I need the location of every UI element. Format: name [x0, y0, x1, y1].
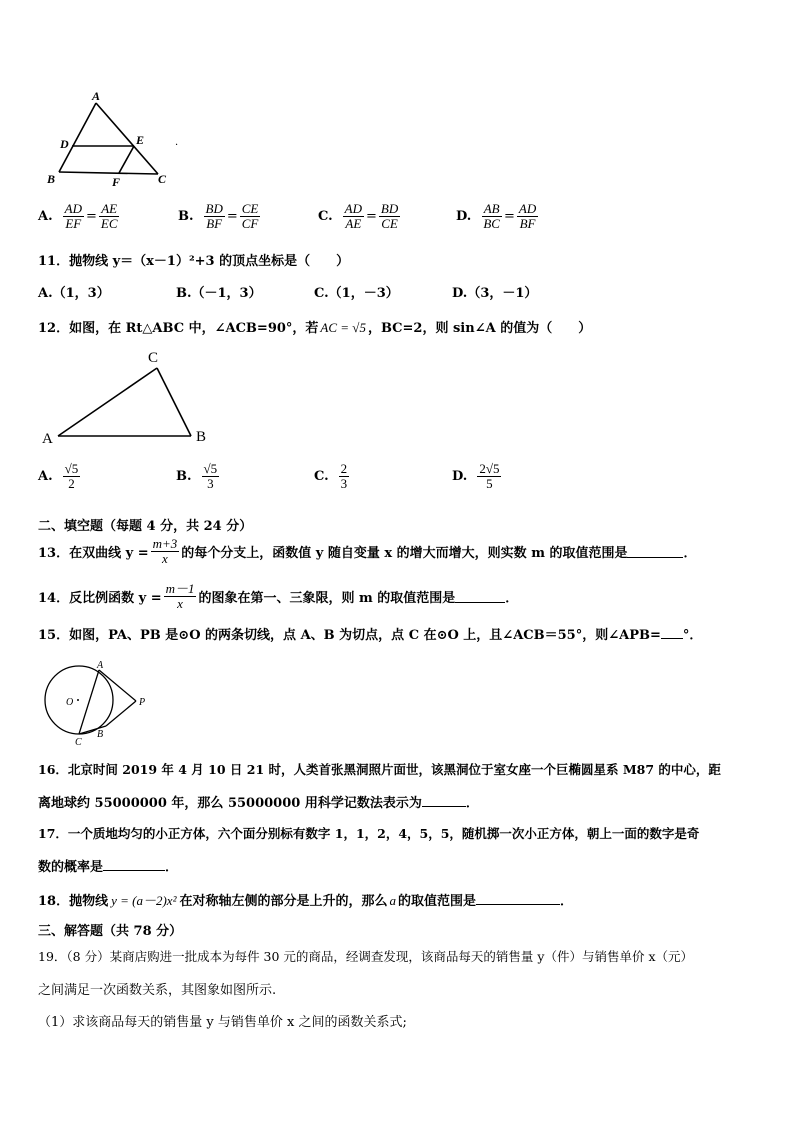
point-label-A: A	[97, 660, 104, 671]
point-label-A: A	[92, 89, 101, 103]
q17-answer-blank[interactable]	[103, 858, 165, 871]
point-label-P: P	[139, 697, 146, 708]
q10-option-d[interactable]: D. $\frac{AB}{BC}$ = $\frac{AD}{BF}$	[456, 201, 537, 231]
q14-question: 14．反比例函数 y = $\frac{m-1}{x}$ 的图象在第一、三象限，则 m 的取值范围是 ．	[38, 581, 519, 611]
q13-question: 13．在双曲线 y = $\frac{m+3}{x}$ 的每个分支上，函数值 y 随自变量 x 的增大而增大，则实数 m 的取值范围是 ．	[38, 536, 697, 566]
q15-circle-tangent-figure	[40, 658, 160, 748]
q11-options	[38, 282, 537, 301]
vertex-label-C: C	[148, 350, 159, 366]
point-label-B: B	[47, 172, 56, 186]
q19-subquestion-1: （1）求该商品每天的销售量 y 与销售单价 x 之间的函数关系式;	[38, 1015, 407, 1030]
point-label-F: F	[112, 175, 121, 189]
point-label-B: B	[97, 729, 104, 740]
q16-question-line2: 离地球约 55000000 年，那么 55000000 用科学记数法表示为 ．	[38, 796, 479, 811]
q12-question: 12．如图，在 Rt△ABC 中，∠ACB=90°，若 AC = √5 ，BC=2，则 sin∠A 的值为（ ）	[38, 320, 592, 336]
stray-dot: ·	[175, 140, 179, 151]
q19-question-line2: 之间满足一次函数关系，其图象如图所示.	[38, 983, 277, 998]
q10-options	[38, 202, 758, 231]
q16-question-line1: 16．北京时间 2019 年 4 月 10 日 21 时，人类首张黑洞照片面世，该黑洞位于室女座一个巨椭圆星系 M87 的中心，距	[38, 762, 721, 777]
q18-question: 18．抛物线 y = (a－2)x² 在对称轴左侧的部分是上升的，那么 a 的取值范围是 ．	[38, 893, 574, 909]
point-label-C: C	[158, 172, 167, 186]
q15-question: 15．如图，PA、PB 是⊙O 的两条切线，点 A、B 为切点，点 C 在⊙O 上，且∠ACB＝55°，则∠APB= °．	[38, 628, 703, 643]
q10-option-c[interactable]: C. $\frac{AD}{AE}$ = $\frac{BD}{CE}$	[318, 201, 399, 231]
point-label-D: D	[60, 137, 69, 151]
q13-answer-blank[interactable]	[627, 545, 683, 558]
q11-option-b[interactable]: B.（－1，3）	[176, 286, 262, 301]
q12-option-a[interactable]: A. $\frac{√5}{2}$	[38, 461, 79, 491]
point-label-E: E	[136, 133, 145, 147]
q18-answer-blank[interactable]	[476, 892, 560, 905]
q12-option-b[interactable]: B. $\frac{√5}{3}$	[176, 461, 218, 491]
q10-option-b[interactable]: B. $\frac{BD}{BF}$ = $\frac{CE}{CF}$	[178, 201, 259, 231]
q12-math: AC = √5	[320, 320, 366, 335]
q17-question-line1: 17．一个质地均匀的小正方体，六个面分别标有数字 1，1，2，4，5，5，随机掷一次小正方体，朝上一面的数字是奇	[38, 826, 700, 841]
vertex-label-A: A	[42, 431, 53, 447]
q11-question: 11．抛物线 y＝（x－1）²+3 的顶点坐标是（ ）	[38, 254, 350, 269]
q12-option-d[interactable]: D. $\frac{2√5}{5}$	[452, 461, 500, 491]
q12-option-c[interactable]: C. $\frac{2}{3}$	[314, 461, 348, 491]
q15-answer-blank[interactable]	[661, 626, 683, 639]
section-3-heading: 三、解答题（共 78 分）	[38, 924, 183, 939]
q18-math: y = (a－2)x²	[111, 893, 177, 908]
q12-triangle-figure	[36, 344, 216, 448]
q16-answer-blank[interactable]	[422, 794, 466, 807]
center-point	[77, 699, 79, 701]
q11-option-d[interactable]: D.（3，－1）	[452, 286, 538, 301]
q12-options	[38, 462, 503, 491]
q10-option-a[interactable]: A. $\frac{AD}{EF}$ = $\frac{AE}{EC}$	[38, 201, 118, 231]
q17-question-line2: 数的概率是 ．	[38, 860, 179, 875]
q14-answer-blank[interactable]	[455, 590, 505, 603]
vertex-label-B: B	[196, 429, 207, 445]
q19-question-line1: 19．（8 分）某商店购进一批成本为每件 30 元的商品，经调查发现，该商品每天的销售量 y（件）与销售单价 x（元）	[38, 949, 693, 964]
section-2-heading: 二、填空题（每题 4 分，共 24 分）	[38, 519, 253, 534]
q10-triangle-figure	[40, 86, 190, 190]
point-label-C: C	[75, 737, 82, 748]
q11-option-a[interactable]: A.（1，3）	[38, 286, 110, 301]
q11-option-c[interactable]: C.（1，－3）	[314, 286, 399, 301]
point-label-O: O	[66, 697, 74, 708]
